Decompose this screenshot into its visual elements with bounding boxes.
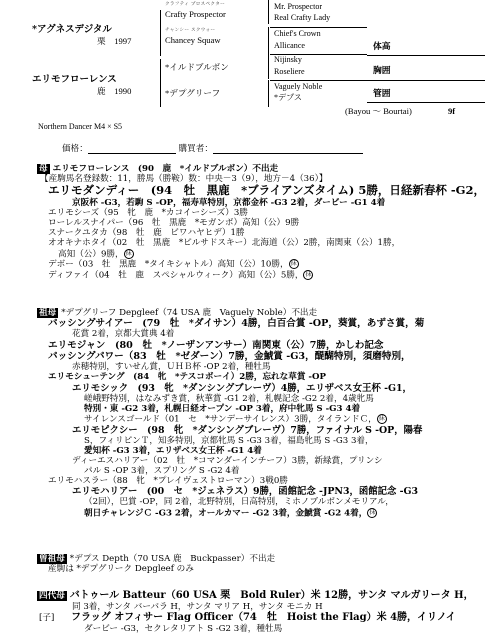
s1-line-4: エリモシーズ（95 牝 鹿 *カコイーシーズ）3勝 bbox=[48, 207, 248, 218]
dam-meta: 鹿 1990 bbox=[97, 86, 132, 96]
label-cannon: 管囲 bbox=[373, 89, 391, 99]
family-line: (Bayou ～ Bourtai) bbox=[345, 106, 412, 116]
sd-ruby: チャンシー スクウォー bbox=[165, 28, 216, 33]
bracket-dd bbox=[268, 80, 269, 107]
ssd: Real Crafty Lady bbox=[274, 13, 331, 22]
s2-line-3: エリモジャン (80 牡 *ノーザンアンサー）南関東（公）7勝，かしわ記念 bbox=[48, 339, 384, 351]
sire-name: *アグネスデジタル bbox=[32, 24, 112, 35]
ddd: *デプス bbox=[274, 93, 303, 102]
s2-line-7: エリモシック (93 牝 *ダンシングブレーヴ）4勝，エリザベス女王杯 -G1， bbox=[72, 382, 412, 394]
bracket-dam bbox=[160, 59, 161, 107]
bracket-ds bbox=[268, 54, 269, 79]
hline-2 bbox=[270, 54, 367, 55]
price-row bbox=[62, 144, 363, 154]
s4-line-1: 同 3着，サンタ バーバラ H，サンタ マリア H，サンタ モニカ H bbox=[72, 601, 323, 612]
s1-line-6: スナークユタカ（98 牡 鹿 ビワハヤヒデ）1勝 bbox=[48, 228, 245, 239]
dds: Vaguely Noble bbox=[274, 82, 323, 91]
s1-line-9: デボー（03 牡 黒鹿 *タイキシャトル）高知（公）10勝， bbox=[48, 259, 289, 270]
s2-line-19: 朝日チャレンジＣ -G3 2着，オールカマー -G2 3着，金鯱賞 -G2 4着， bbox=[84, 508, 368, 519]
s2-line-17: エリモハリアー (00 セ *ジェネラス）9勝，函館記念 -JPN3，函館記念 -G3 bbox=[72, 486, 419, 498]
inbreed-note: Northern Dancer M4 × S5 bbox=[38, 122, 123, 131]
s1-line-7: オオキナホタイ（02 牡 黒鹿 *ピルサドスキー）北海道（公）2勝，南関東（公）1勝， bbox=[48, 238, 401, 249]
mark-icon: 抹 bbox=[290, 260, 297, 268]
s2-line-8: 嵯峨野特別，はなみずき賞，秋華賞 -G1 2着，札幌記念 -G2 2着，4歳牝馬 bbox=[84, 393, 374, 404]
ds-name: *イルドブルボン bbox=[165, 62, 229, 72]
s2-line-1: パッシングサイアー (79 牡 *ダイサン）4勝，白百合賞 -OP，葵賞，あずさ賞，菊 bbox=[48, 318, 425, 330]
section-dam-tag: 母 bbox=[39, 164, 48, 174]
buyer-label: 購買者： bbox=[178, 144, 213, 154]
s2-line-10: サイレンスゴールド（01 セ *サンデーサイレンス）3勝，タイランドＣ， bbox=[84, 414, 377, 425]
dss: Nijinsky bbox=[274, 55, 302, 64]
s2-line-11: エリモピクシー (98 牝 *ダンシングブレーヴ）7勝，ファイナル S -OP，陽春 bbox=[72, 424, 423, 436]
mark-icon: 抹 bbox=[378, 414, 385, 422]
s4-line-3: ダービー -G3，セクレタリアト S -G2 3着，種牡馬 bbox=[84, 623, 283, 634]
sdd: Allicance bbox=[274, 41, 306, 50]
s3-line-0: *デプス Depth（70 USA 鹿 Buckpasser）不出走 bbox=[69, 554, 276, 564]
s2-line-5: 赤穂特別，すいせん賞，ＵＨＢ杯 -OP 2着，種牡馬 bbox=[72, 362, 271, 373]
s1-line-8: 高知（公）9勝， bbox=[58, 249, 124, 260]
s2-line-15: パル S -OP 3着，スプリング S -G2 4着 bbox=[84, 466, 240, 477]
bracket-sire bbox=[160, 10, 161, 56]
s2-line-0: *デプグリーフ Depgleef（74 USA 鹿 Vaguely Noble）不出走 bbox=[61, 308, 318, 318]
section-fourth-dam bbox=[37, 590, 492, 634]
s4-line-0: バトゥール Batteur（60 USA 栗 Bold Ruler）米 12勝，サンタ マルガリータ H， bbox=[69, 590, 474, 601]
hline-1 bbox=[270, 27, 367, 28]
bracket-sd bbox=[268, 27, 269, 55]
sire-meta: 栗 1997 bbox=[97, 36, 132, 46]
s1-line-0: エリモフローレンス (90 鹿 *イルドブルボン）不出走 bbox=[52, 164, 279, 174]
s3-line-1: 産駒は *デプグリーク Depgleef のみ bbox=[48, 564, 194, 575]
s1-line-3: 京阪杯 -G3，若駒 S -OP，福寿草特別，京都金杯 -G3 2着，ダービー -G1 4着 bbox=[72, 197, 386, 208]
price-field[interactable] bbox=[88, 144, 176, 154]
mark-icon: 抹 bbox=[369, 508, 376, 516]
section-dam bbox=[37, 164, 492, 280]
s2-line-16: エリモハスラー（88 牝 *プレイヴェストローマン）3戦0勝 bbox=[48, 476, 288, 487]
mark-icon: 抹 bbox=[125, 249, 132, 257]
s2-line-6: エリモシューテング (84 牝 *テスコボーイ）2勝，忘れな草賞 -OP bbox=[48, 372, 326, 383]
s1-line-2: エリモダンディー (94 牡 黒鹿 *ブライアンズタイム) 5勝，日経新春杯 -G2， bbox=[48, 183, 485, 198]
mark-icon: 抹 bbox=[305, 270, 312, 278]
s2-line-12: S，フィリピンＴ，知多特別，京都牝馬 S -G3 3着，福島牝馬 S -G3 3着， bbox=[84, 435, 374, 446]
section-great-granddam-tag: 曽祖母 bbox=[39, 554, 65, 564]
s2-line-13: 愛知杯 -G3 3着，エリザベス女王杯 -G1 4着 bbox=[84, 445, 262, 456]
price-label: 価格： bbox=[62, 144, 88, 154]
sds: Chief's Crown bbox=[274, 29, 321, 38]
s2-line-9: 特別・東 -G2 3着，札幌日経オープン -OP 3着，府中牝馬 S -G3 4着 bbox=[84, 403, 361, 414]
dd-name: *デプグリーフ bbox=[165, 88, 221, 98]
s1-line-1: 【産駒馬名登録数：11，勝馬（勝鞍）数：中央－3（9），地方－4（36）】 bbox=[40, 174, 328, 185]
sd-name: Chancey Squaw bbox=[165, 35, 221, 45]
label-height: 体高 bbox=[373, 42, 391, 52]
section-granddam-tag: 祖母 bbox=[39, 308, 57, 318]
s2-line-4: パッシングパワー（83 牡 *ゼダーン）7勝，金鯱賞 -G3，醍醐特別，須磨特別， bbox=[48, 350, 411, 362]
hline-3 bbox=[270, 80, 367, 81]
section-fourth-dam-tag: 四代母 bbox=[39, 591, 65, 601]
buyer-field[interactable] bbox=[213, 144, 363, 154]
chest-underline bbox=[367, 80, 485, 81]
dam-name: エリモフローレンス bbox=[32, 74, 117, 85]
section-granddam bbox=[37, 308, 492, 518]
s2-line-14: ディーエスハリアー（02 牡 *コマンダーインチーフ）3勝，新緑賞，プリンシ bbox=[72, 455, 383, 466]
height-underline bbox=[367, 55, 485, 56]
sss: Mr. Prospector bbox=[274, 2, 323, 11]
s2-line-2: 花賞 2着，京都大賞典 4着 bbox=[72, 329, 175, 340]
bracket-ss bbox=[268, 0, 269, 24]
section-fourth-dam-sub: [子] bbox=[39, 612, 55, 623]
family-number: 9f bbox=[448, 106, 456, 116]
cannon-underline bbox=[367, 102, 485, 103]
ss-name: Crafty Prospector bbox=[165, 9, 226, 19]
dsd: Roseliere bbox=[274, 67, 305, 76]
s1-line-10: ディファイ（04 牡 鹿 スペシャルウィーク）高知（公）5勝， bbox=[48, 270, 304, 281]
section-great-granddam bbox=[37, 554, 492, 574]
label-chest: 胸囲 bbox=[373, 66, 391, 76]
s1-line-5: ローレルスナイパー（96 牡 黒鹿 *モガンボ）高知（公）9勝 bbox=[48, 218, 300, 229]
s2-line-18: （2回），巴賞 -OP，同 2着，北野特別，日高特別，ミホノブルボンメモリアル， bbox=[84, 497, 394, 508]
ss-ruby: クラフティ プロスペクター bbox=[165, 2, 226, 7]
s4-line-2: フラッグ オフィサー Flag Officer（74 牡 Hoist the Flag）米 4勝，イリノイ bbox=[71, 611, 456, 623]
